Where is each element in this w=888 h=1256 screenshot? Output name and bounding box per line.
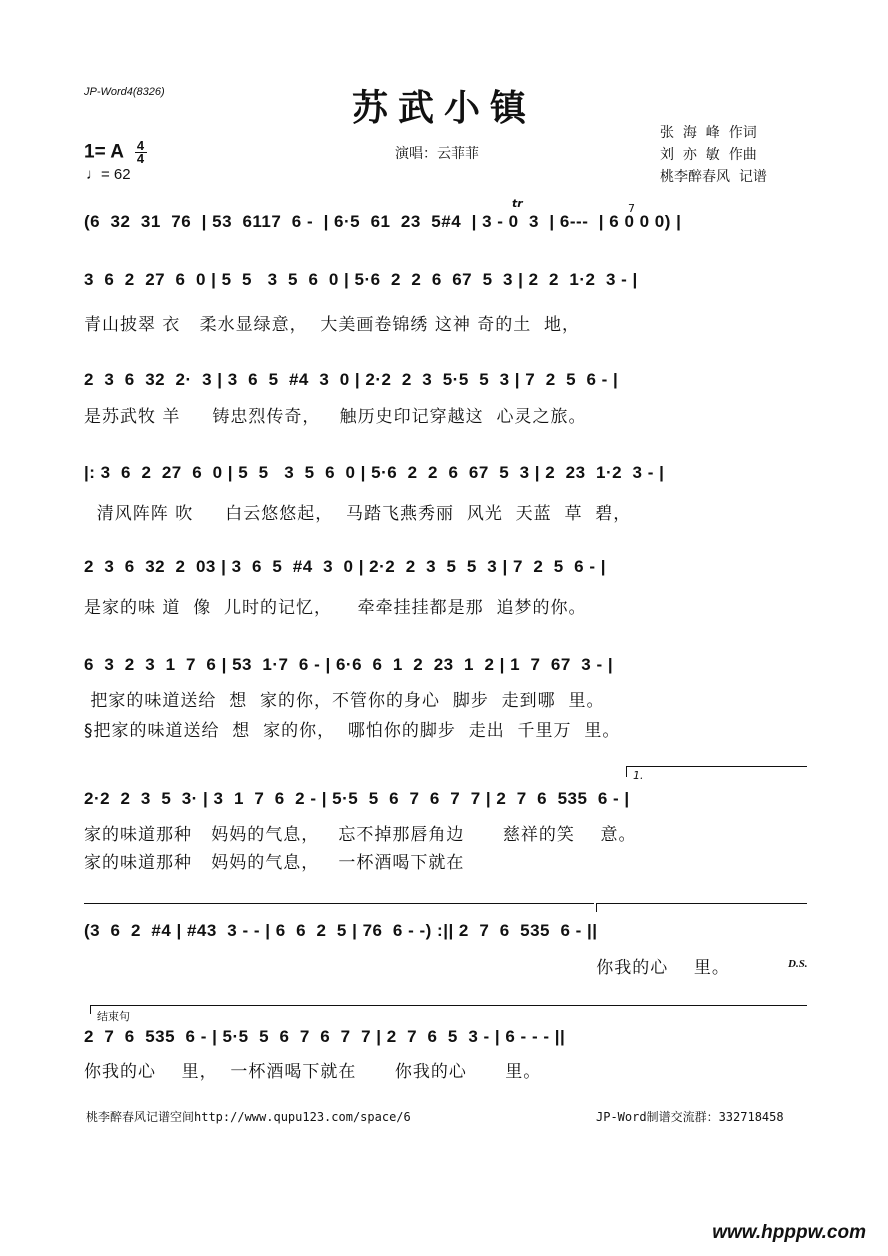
first-ending-label: 1.	[633, 769, 644, 782]
footer-left-link[interactable]: 桃李醉春风记谱空间http://www.qupu123.com/space/6	[86, 1110, 411, 1124]
staff-row-9-lyric: 你我的心 里， 一杯酒喝下就在 你我的心 里。	[84, 1062, 542, 1082]
staff-row-8-notes: (3 6 2 #4 | #43 3 - - | 6 6 2 5 | 76 6 - -) :|| 2 7 6 535 6 - ||	[84, 921, 598, 940]
song-title: 苏武小镇	[351, 87, 536, 129]
transcriber-credit: 桃李醉春风 记谱	[660, 169, 767, 185]
staff-row-7-lyric-1: 家的味道那种 妈妈的气息， 忘不掉那唇角边 慈祥的笑 意。	[84, 825, 637, 845]
staff-row-8-lyric: 你我的心 里。	[84, 958, 730, 978]
composer-credit: 刘 亦 敏 作曲	[660, 147, 757, 163]
staff-row-4-lyric: 清风阵阵 吹 白云悠悠起， 马踏飞燕秀丽 风光 天蓝 草 碧，	[84, 504, 632, 524]
site-watermark: www.hpppw.com	[712, 1222, 866, 1243]
ending-section-bracket	[90, 1005, 807, 1023]
singer-credit: 演唱：云菲菲	[395, 146, 479, 162]
credits-block	[660, 122, 767, 188]
staff-row-9-notes: 2 7 6 535 6 - | 5·5 5 6 7 6 7 7 | 2 7 6 5 3 - | 6 - - - ||	[84, 1027, 566, 1046]
staff-row-7-notes: 2·2 2 3 5 3· | 3 1 7 6 2 - | 5·5 5 6 7 6 7 7 | 2 7 6 535 6 - |	[84, 789, 630, 808]
staff-row-2-notes: 3 6 2 27 6 0 | 5 5 3 5 6 0 | 5·6 2 2 6 67 5 3 | 2 2 1·2 3 - |	[84, 270, 638, 289]
staff-row-6-notes: 6 3 2 3 1 7 6 | 53 1·7 6 - | 6·6 6 1 2 23 1 2 | 1 7 67 3 - |	[84, 655, 614, 674]
footer-right-group: JP-Word制谱交流群：332718458	[596, 1110, 784, 1124]
key-signature	[84, 140, 147, 165]
grace-note-mark: 7	[628, 202, 635, 215]
staff-row-3-lyric: 是苏武牧 羊 铸忠烈传奇， 触历史印记穿越这 心灵之旅。	[84, 407, 587, 427]
staff-row-2-lyric: 青山披翠 衣 柔水显绿意， 大美画卷锦绣 这神 奇的土 地，	[84, 315, 581, 335]
staff-row-1-notes: (6 32 31 76 | 53 6117 6 - | 6·5 61 23 5#4 | 3 - 0 3 | 6--- | 6 0 0 0) |	[84, 212, 682, 231]
dal-segno-mark: D.S.	[788, 958, 808, 970]
first-ending-bracket	[626, 766, 807, 782]
repeat-bracket	[84, 903, 594, 904]
ending-section-label: 结束句	[97, 1010, 130, 1023]
tempo-marking: ♩= 62	[86, 166, 131, 183]
software-version: JP-Word4(8326)	[84, 86, 165, 98]
second-ending-bracket	[596, 903, 807, 912]
lyricist-credit: 张 海 峰 作词	[660, 125, 757, 141]
staff-row-5-lyric: 是家的味 道 像 儿时的记忆， 牵牵挂挂都是那 追梦的你。	[84, 598, 587, 618]
staff-row-7-lyric-2: 家的味道那种 妈妈的气息， 一杯酒喝下就在	[84, 853, 465, 873]
time-signature	[135, 140, 147, 165]
staff-row-5-notes: 2 3 6 32 2 03 | 3 6 5 #4 3 0 | 2·2 2 3 5 5 3 | 7 2 5 6 - |	[84, 557, 606, 576]
staff-row-6-lyric-2: §把家的味道送给 想 家的你， 哪怕你的脚步 走出 千里万 里。	[84, 721, 621, 741]
time-denominator: 4	[136, 151, 145, 166]
trill-mark: tr	[512, 197, 523, 210]
staff-row-3-notes: 2 3 6 32 2· 3 | 3 6 5 #4 3 0 | 2·2 2 3 5·5 5 3 | 7 2 5 6 - |	[84, 370, 619, 389]
time-numerator: 4	[136, 138, 145, 153]
staff-row-6-lyric-1: 把家的味道送给 想 家的你，不管你的身心 脚步 走到哪 里。	[84, 691, 605, 711]
key-text: 1= A	[84, 141, 124, 163]
staff-row-4-notes: |: 3 6 2 27 6 0 | 5 5 3 5 6 0 | 5·6 2 2 6 67 5 3 | 2 23 1·2 3 - |	[84, 463, 665, 482]
